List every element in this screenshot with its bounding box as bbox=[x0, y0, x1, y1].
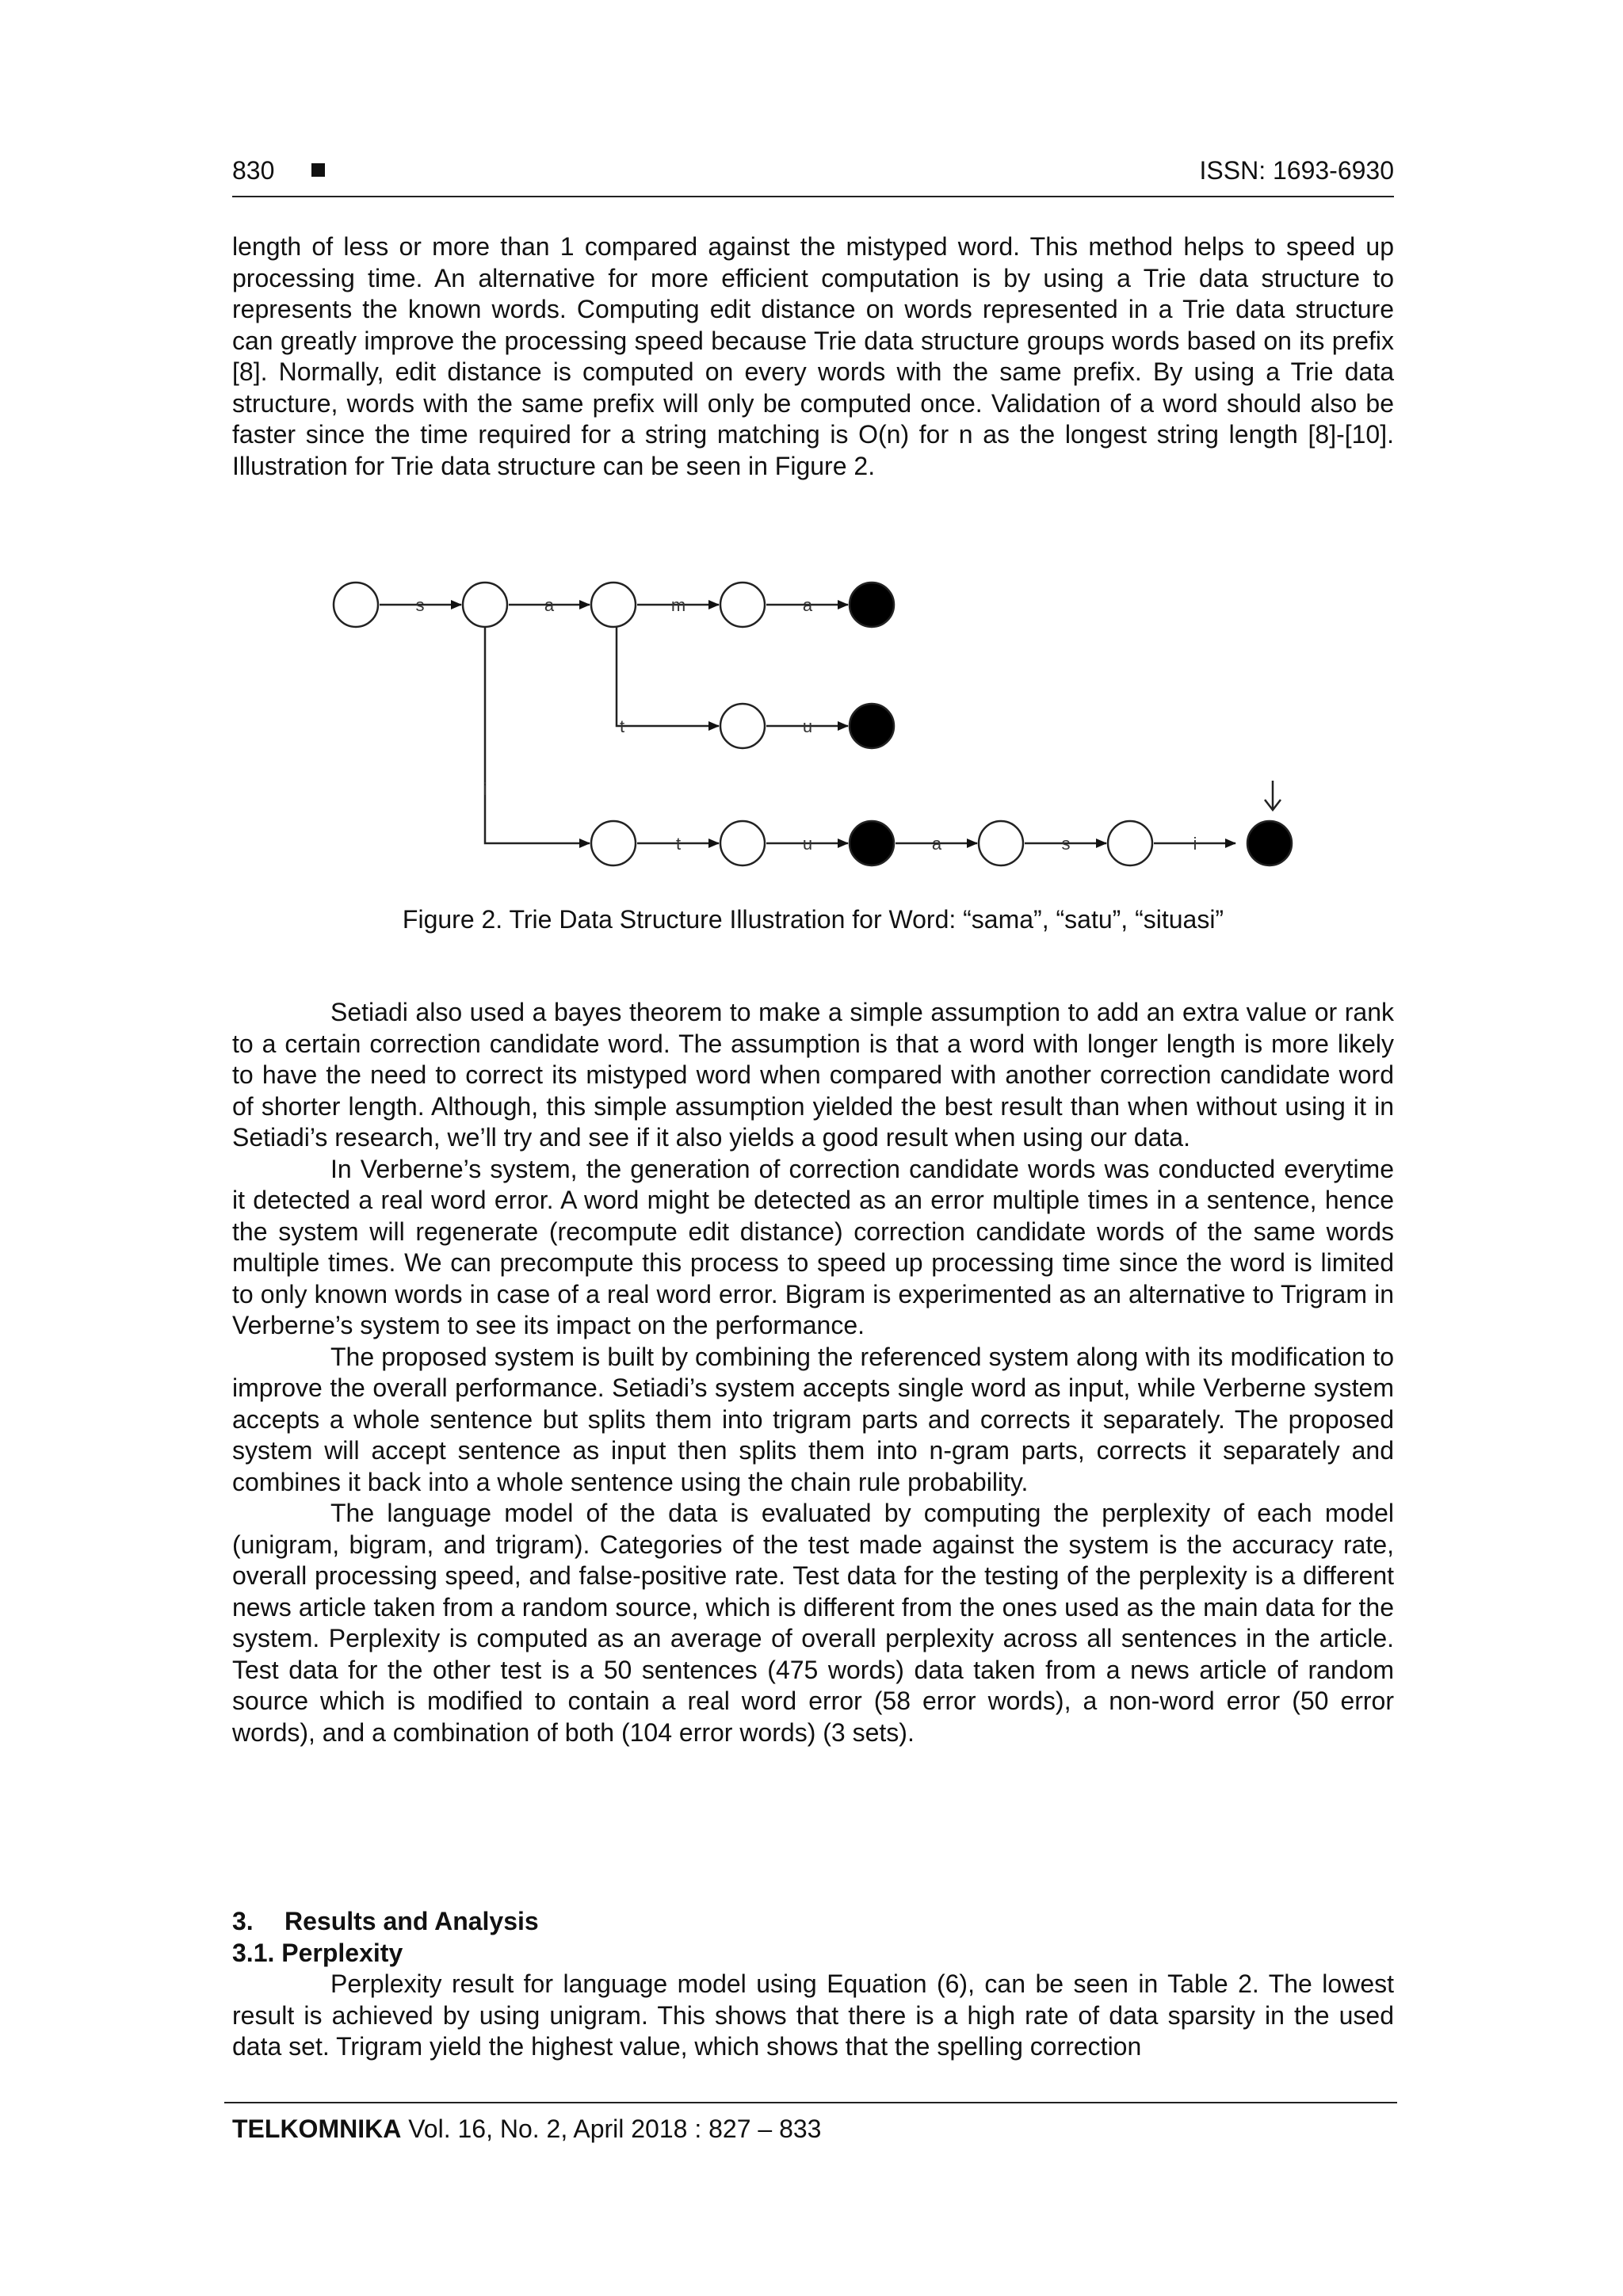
label-s1: s bbox=[415, 595, 425, 615]
section-heading bbox=[232, 1906, 1394, 1938]
trie-figure bbox=[232, 555, 1394, 934]
paragraph-perplexity: Perplexity result for language model using Equation (6), can be seen in Table 2. The lowest result is achieved by using unigram. This shows that there is a high rate of data sparsity in the used data set. Trigram yield the highest value, which shows that the spelling correction bbox=[232, 1969, 1394, 2061]
label-u2: u bbox=[802, 834, 813, 854]
journal-name: TELKOMNIKA bbox=[232, 2115, 402, 2143]
label-a3: a bbox=[931, 834, 942, 854]
trie-node-s bbox=[463, 583, 507, 627]
trie-node-situa bbox=[979, 821, 1023, 865]
label-t1: t bbox=[619, 716, 625, 736]
trie-node-root bbox=[334, 583, 378, 627]
trie-node-situas bbox=[1108, 821, 1152, 865]
label-a2: a bbox=[802, 595, 813, 615]
paragraph-verberne: In Verberne’s system, the generation of correction candidate words was conducted everytime it detected a real word error. A word might be detected as an error multiple times in a sentence, hence the system will regenerate (recompute edit distance) correction candidate words of the same words multiple times. We can precompute this process to speed up processing time since the word is limited to only known words in case of a real word error. Bigram is experimented as an alternative to Trigram in Verberne’s system to see its impact on the performance. bbox=[232, 1154, 1394, 1339]
trie-node-situ-end bbox=[850, 821, 894, 865]
trie-node-sama-end bbox=[850, 583, 894, 627]
intro-paragraph: length of less or more than 1 compared against the mistyped word. This method helps to speed up processing time. An alternative for more efficient computation is by using a Trie data structure to represents the known words. Computing edit distance on words represented in a Trie data structure can greatly improve the processing speed because Trie data structure groups words based on its prefix [8]. Normally, edit distance is computed on every words with the same prefix. By using a Trie data structure, words with the same prefix will only be computed once. Validation of a word should also be faster since the time required for a string matching is O(n) for n as the longest string length [8]-[10]. Illustration for Trie data structure can be seen in Figure 2. bbox=[232, 232, 1394, 480]
section-title: Results and Analysis bbox=[285, 1907, 539, 1935]
trie-node-sam bbox=[720, 583, 765, 627]
label-i1: i bbox=[483, 779, 487, 799]
label-m: m bbox=[670, 595, 686, 615]
section-number: 3. bbox=[232, 1907, 254, 1935]
trie-node-sat bbox=[720, 704, 765, 748]
paragraph-proposed-system: The proposed system is built by combining the referenced system along with its modification to improve the overall performance. Setiadi’s system accepts single word as input, while Verberne system accepts a whole sentence but splits them into trigram parts and corrects it separately. The proposed system will accept sentence as input then splits them into n-gram parts, corrects it separately and combines it back into a whole sentence using the chain rule probability. bbox=[232, 1342, 1394, 1496]
subsection-heading: 3.1. Perplexity bbox=[232, 1938, 403, 1967]
trie-node-situasi-end bbox=[1247, 821, 1292, 865]
figure-caption: Figure 2. Trie Data Structure Illustration for Word: “sama”, “satu”, “situasi” bbox=[402, 905, 1224, 934]
trie-node-sa bbox=[591, 583, 636, 627]
paragraph-language-model: The language model of the data is evaluated by computing the perplexity of each model (unigram, bigram, and trigram). Categories of the test made against the system is the accuracy rate, overall processing speed, and false-positive rate. Test data for the testing of the perplexity is a different news article taken from a random source, which is different from the ones used as the main data for the system. Perplexity is computed as an average of overall perplexity across all sentences in the article. Test data for the other test is a 50 sentences (475 words) data taken from a news article of random source which is modified to contain a real word error (58 error words), a non-word error (50 error words), and a combination of both (104 error words) (3 sets). bbox=[232, 1499, 1394, 1747]
page-number: 830 bbox=[232, 156, 275, 185]
issn-label: ISSN: 1693-6930 bbox=[1199, 156, 1394, 185]
paragraph-setiadi: Setiadi also used a bayes theorem to make a simple assumption to add an extra value or rank to a certain correction candidate word. The assumption is that a word with longer length is more likely to have the need to correct its mistyped word when compared with another correction candidate word of shorter length. Although, this simple assumption yielded the best result than when without using it in Setiadi’s research, we’ll try and see if it also yields a good result when using our data. bbox=[232, 998, 1394, 1152]
trie-node-sit bbox=[720, 821, 765, 865]
trie-node-si bbox=[591, 821, 636, 865]
label-i2: i bbox=[1193, 834, 1197, 854]
results-section bbox=[232, 1906, 1394, 2063]
label-s2: s bbox=[1061, 834, 1071, 854]
page-footer bbox=[224, 2102, 1397, 2145]
page-header bbox=[232, 155, 1394, 197]
edge-t-branch bbox=[617, 625, 719, 726]
edge-i-branch bbox=[485, 625, 590, 843]
label-t2: t bbox=[675, 834, 682, 854]
header-square-icon bbox=[311, 163, 325, 177]
body-text bbox=[232, 997, 1394, 1748]
trie-diagram bbox=[232, 555, 1394, 896]
label-a1: a bbox=[544, 595, 555, 615]
journal-citation: Vol. 16, No. 2, April 2018 : 827 – 833 bbox=[408, 2115, 822, 2143]
label-u1: u bbox=[802, 716, 813, 736]
trie-node-satu-end bbox=[850, 704, 894, 748]
